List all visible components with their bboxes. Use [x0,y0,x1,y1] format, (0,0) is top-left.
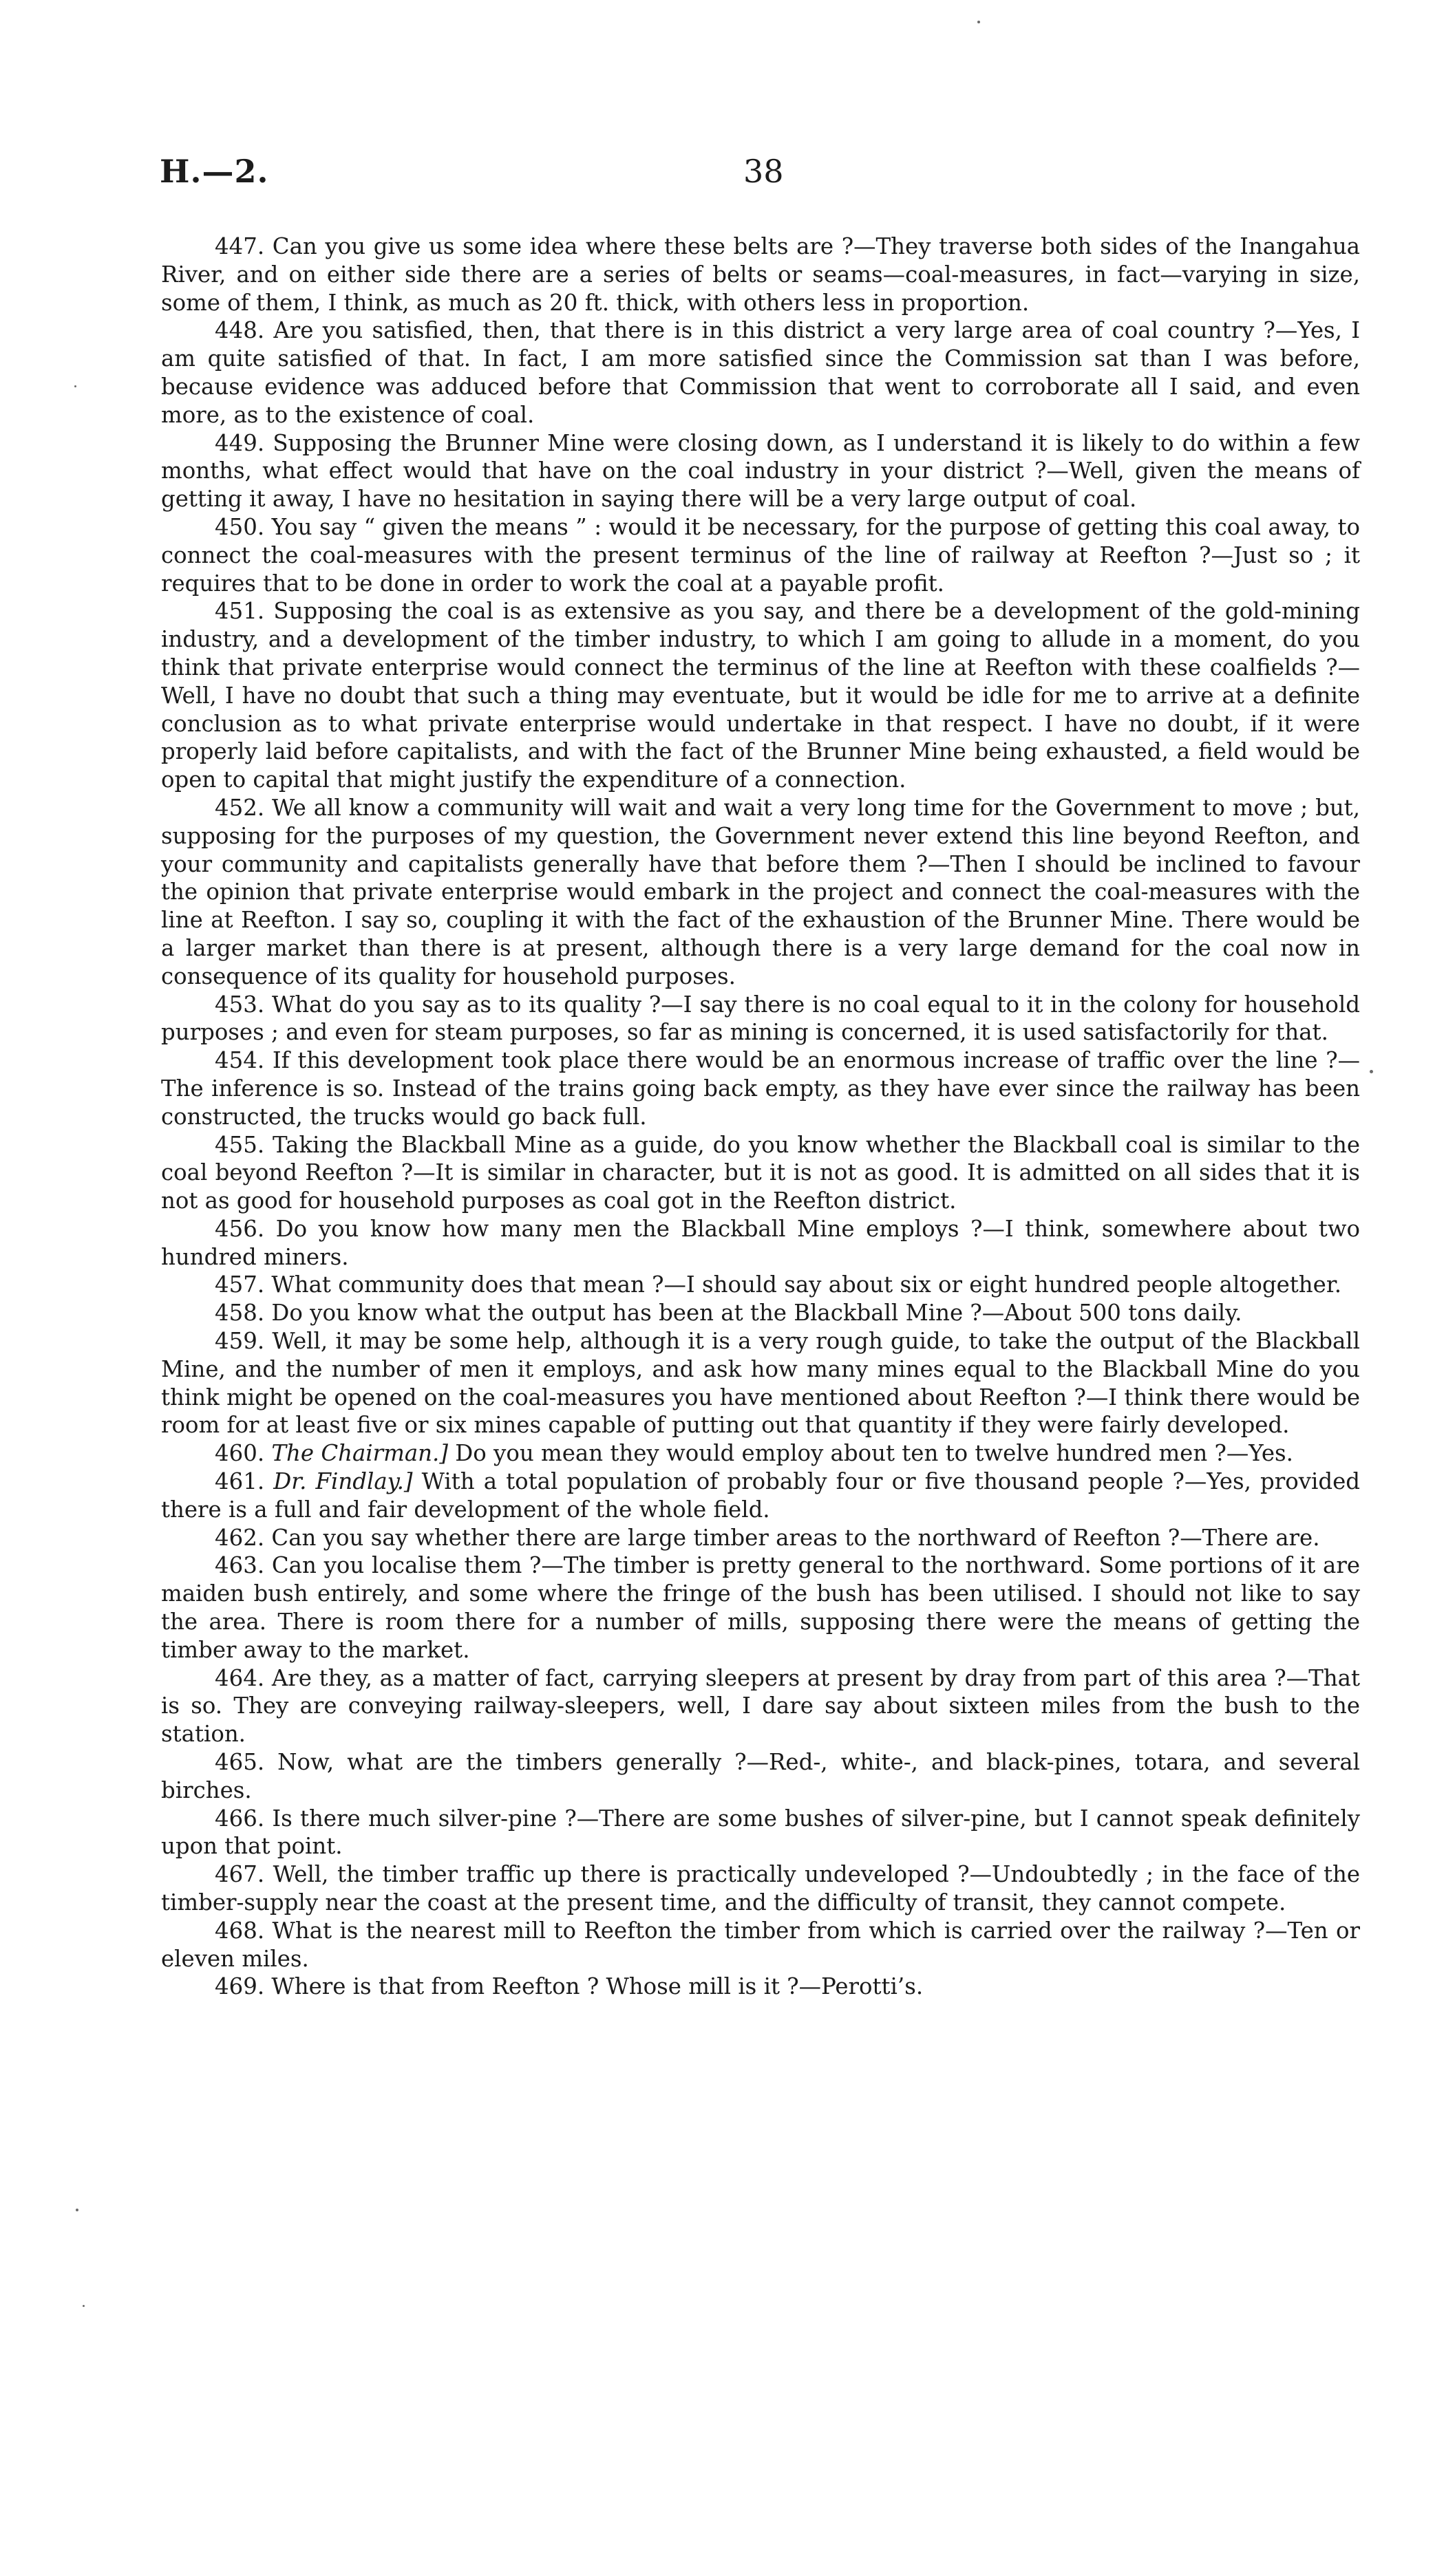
scan-speck [76,2209,78,2211]
page-header [160,153,1302,201]
paragraph-text: Do you mean they would employ about ten to twelve hundred men ?—Yes. [455,1440,1293,1467]
paragraph-452: 452. We all know a community will wait and wait a very long time for the Government to move ; but, supposing for the purposes of my question, the Government never extend this line beyond Reefton, and your community and capitalists generally have that before them ?—Then I should be inclined to favour the opinion that private enterprise would embark in the project and connect the coal-measures with the line at Reefton. I say so, coupling it with the fact of the exhaustion of the Brunner Mine. There would be a larger market than there is at present, although there is a very large demand for the coal now in consequence of its quality for household purposes. [161,794,1360,989]
paragraph-447: 447. Can you give us some idea where these belts are ?—They traverse both sides of the Inangahua River, and on either side there are a series of belts or seams—coal-measures, in fact—varying in size, some of them, I think, as much as 20 ft. thick, with others less in proportion. [161,233,1360,316]
paragraph-461 [161,1468,1360,1524]
scan-speck [83,2305,85,2307]
question-number: 461. [215,1468,265,1495]
paragraph-467: 467. Well, the timber traffic up there is practically undeveloped ?—Undoubtedly ; in the face of the timber-supply near the coast at the present time, and the difficulty of transit, they cannot compete. [161,1861,1360,1916]
paragraph-454: 454. If this development took place there would be an enormous increase of traffic over the line ?—The inference is so. Instead of the trains going back empty, as they have ever since the railway has been constructed, the trucks would go back full. [161,1047,1360,1130]
scan-speck [977,21,980,23]
question-number: 460. [215,1440,265,1467]
paragraph-466: 466. Is there much silver-pine ?—There are some bushes of silver-pine, but I cannot speak definitely upon that point. [161,1805,1360,1860]
paragraph-464: 464. Are they, as a matter of fact, carrying sleepers at present by dray from part of this area ?—That is so. They are conveying railway-sleepers, well, I dare say about sixteen miles from the bush to the station. [161,1664,1360,1748]
paragraph-448: 448. Are you satisfied, then, that there is in this district a very large area of coal country ?—Yes, I am quite satisfied of that. In fact, I am more satisfied since the Commission sat than I was before, because evidence was adduced before that Commission that went to corroborate all I said, and even more, as to the existence of coal. [161,317,1360,428]
paragraph-450: 450. You say “ given the means ” : would it be necessary, for the purpose of getting this coal away, to connect the coal-measures with the present terminus of the line of railway at Reefton ?—Just so ; it requires that to be done in order to work the coal at a payable profit. [161,513,1360,597]
scan-speck [74,385,76,387]
speaker-name: Dr. Findlay.] [273,1468,413,1495]
document-body [161,233,1360,2001]
document-code: H.—2. [160,153,269,190]
speaker-name: The Chairman.] [271,1440,448,1467]
paragraph-457: 457. What community does that mean ?—I should say about six or eight hundred people altogether. [215,1271,1342,1298]
paragraph-469: 469. Where is that from Reefton ? Whose mill is it ?—Perotti’s. [215,1973,924,2000]
paragraph-456: 456. Do you know how many men the Blackball Mine employs ?—I think, somewhere about two hundred miners. [161,1215,1360,1270]
paragraph-463: 463. Can you localise them ?—The timber is pretty general to the northward. Some portions of it are maiden bush entirely, and some where the fringe of the bush has been utilised. I should not like to say the area. There is room there for a number of mills, supposing there were the means of getting the timber away to the market. [161,1552,1360,1663]
paragraph-451: 451. Supposing the coal is as extensive as you say, and there be a development of the gold-mining industry, and a development of the timber industry, to which I am going to allude in a moment, do you think that private enterprise would connect the terminus of the line at Reefton with these coalfields ?—Well, I have no doubt that such a thing may eventuate, but it would be idle for me to arrive at a definite conclusion as to what private enterprise would undertake in that respect. I have no doubt, if it were properly laid before capitalists, and with the fact of the Brunner Mine being exhausted, a field would be open to capital that might justify the expenditure of a connection. [161,598,1360,793]
paragraph-465: 465. Now, what are the timbers generally ?—Red-, white-, and black-pines, totara, and several birches. [161,1749,1360,1803]
paragraph-468: 468. What is the nearest mill to Reefton the timber from which is carried over the railway ?—Ten or eleven miles. [161,1917,1360,1972]
paragraph-459: 459. Well, it may be some help, although it is a very rough guide, to take the output of the Blackball Mine, and the number of men it employs, and ask how many mines equal to the Blackball Mine do you think might be opened on the coal-measures you have mentioned about Reefton ?—I think there would be room for at least five or six mines capable of putting out that quantity if they were fairly developed. [161,1328,1360,1439]
paragraph-462: 462. Can you say whether there are large timber areas to the northward of Reefton ?—There are. [215,1524,1320,1551]
paragraph-460 [161,1439,1360,1468]
page-number: 38 [743,153,784,190]
paragraph-458: 458. Do you know what the output has been at the Blackball Mine ?—About 500 tons daily. [215,1300,1242,1327]
paragraph-455: 455. Taking the Blackball Mine as a guide, do you know whether the Blackball coal is similar to the coal beyond Reefton ?—It is similar in character, but it is not as good. It is admitted on all sides that it is not as good for household purposes as coal got in the Reefton district. [161,1131,1360,1214]
paragraph-449: 449. Supposing the Brunner Mine were closing down, as I understand it is likely to do within a few months, what effect would that have on the coal industry in your district ?—Well, given the means of getting it away, I have no hesitation in saying there will be a very large output of coal. [161,429,1360,513]
paragraph-453: 453. What do you say as to its quality ?—I say there is no coal equal to it in the colony for household purposes ; and even for steam purposes, so far as mining is concerned, it is used satisfactorily for that. [161,991,1360,1046]
paragraph-text: With a total population of probably four or five thousand people ?—Yes, provided there is a full and fair development of the whole field. [161,1468,1361,1523]
scan-speck [1370,1070,1373,1073]
